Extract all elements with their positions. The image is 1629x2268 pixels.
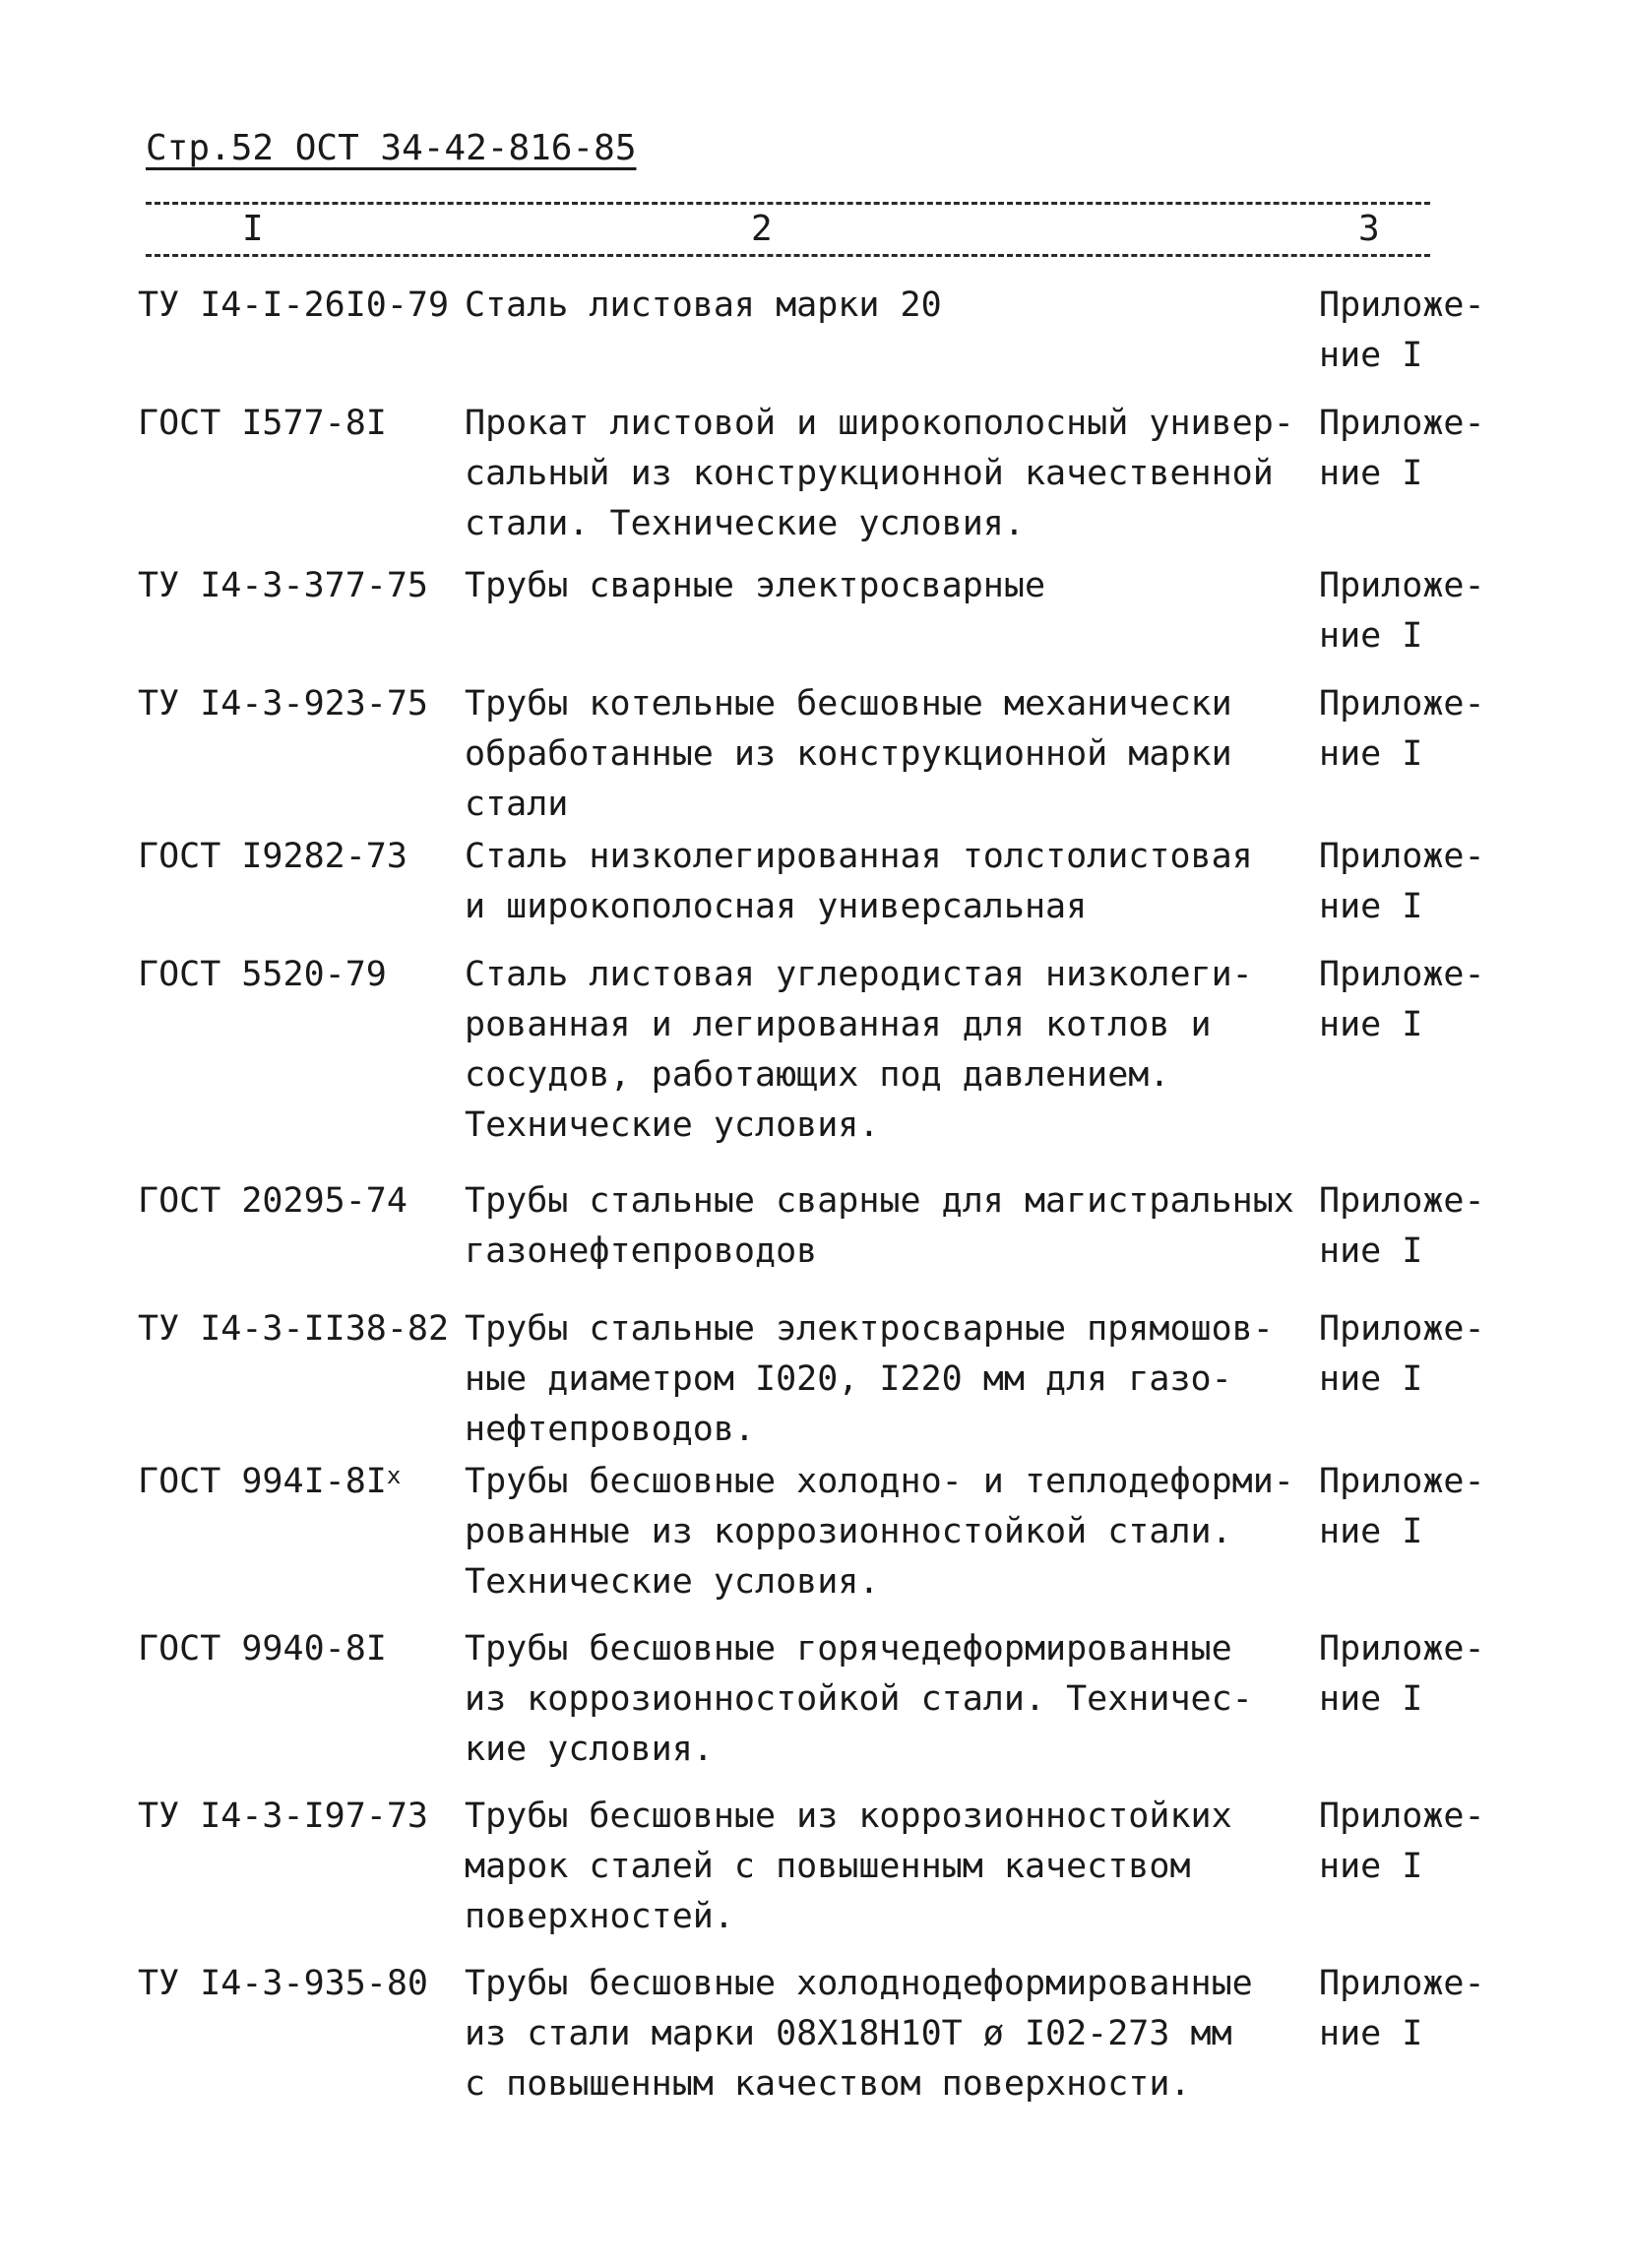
standard-code-superscript: x [386,1462,402,1489]
description-line: Прокат листовой и широкополосный универ- [465,404,1294,443]
appendix-reference [1319,561,1485,662]
appendix-reference [1319,950,1485,1050]
description-line: сосудов, работающих под давлением. [465,1055,1170,1095]
standard-code [138,561,428,611]
standard-description [465,832,1400,932]
standard-description [465,281,1400,331]
column-number-1: I [242,209,264,249]
description-line: Сталь низколегированная толстолистовая [465,837,1253,876]
standard-code [138,1792,428,1842]
standard-code-text: ГОСТ 9940-8I [138,1629,387,1669]
appendix-reference-line: ние I [1319,2014,1423,2053]
appendix-reference [1319,281,1485,381]
standard-code-text: ТУ I4-3-377-75 [138,566,429,605]
description-line: Сталь листовая марки 20 [465,285,942,325]
column-number-3: 3 [1358,209,1380,249]
appendix-reference-line: Приложе- [1319,837,1485,876]
standard-description [465,1457,1400,1607]
appendix-reference-line: ние I [1319,1231,1423,1271]
standard-code-text: ГОСТ 20295-74 [138,1181,407,1221]
standard-code-text: ТУ I4-3-II38-82 [138,1309,450,1349]
standard-description [465,399,1400,549]
description-line: рованная и легированная для котлов и [465,1005,1212,1044]
standard-code [138,399,387,449]
description-line: Трубы стальные электросварные прямошов- [465,1309,1274,1349]
description-line: сальный из конструкционной качественной [465,454,1274,493]
description-line: Трубы бесшовные из коррозионностойких [465,1796,1232,1836]
appendix-reference-line: ние I [1319,336,1423,375]
appendix-reference [1319,1176,1485,1277]
standard-description [465,679,1400,830]
standard-code-text: ТУ I4-3-I97-73 [138,1796,429,1836]
appendix-reference-line: ние I [1319,1512,1423,1551]
description-line: Трубы стальные сварные для магистральных [465,1181,1294,1221]
description-line: нефтепроводов. [465,1410,756,1449]
appendix-reference-line: ние I [1319,1005,1423,1044]
standard-code-text: ГОСТ 994I-8I [138,1462,387,1501]
standard-description [465,561,1400,611]
standard-description [465,1304,1400,1455]
appendix-reference-line: Приложе- [1319,285,1485,325]
appendix-reference [1319,1959,1485,2059]
description-line: Технические условия. [465,1562,880,1602]
standard-code [138,1304,449,1354]
standard-code-text: ГОСТ I9282-73 [138,837,407,876]
standard-code [138,281,449,331]
description-line: ные диаметром I020, I220 мм для газо- [465,1359,1232,1399]
description-line: обработанные из конструкционной марки [465,734,1232,774]
description-line: и широкополосная универсальная [465,887,1088,926]
standard-code [138,1176,407,1227]
description-line: газонефтепроводов [465,1231,818,1271]
description-line: Технические условия. [465,1105,880,1145]
standard-code-text: ТУ I4-3-935-80 [138,1964,429,2003]
appendix-reference [1319,1304,1485,1405]
table-header-rule [146,254,1430,257]
description-line: Сталь листовая углеродистая низколеги- [465,955,1253,994]
description-line: рованные из коррозионностойкой стали. [465,1512,1232,1551]
description-line: из коррозионностойкой стали. Техничес- [465,1679,1253,1719]
appendix-reference-line: Приложе- [1319,684,1485,724]
standard-code-text: ТУ I4-3-923-75 [138,684,429,724]
description-line: стали. Технические условия. [465,504,1025,543]
standard-description [465,1792,1400,1942]
description-line: Трубы сварные электросварные [465,566,1046,605]
appendix-reference-line: Приложе- [1319,404,1485,443]
appendix-reference-line: Приложе- [1319,1181,1485,1221]
appendix-reference-line: Приложе- [1319,1629,1485,1669]
description-line: Трубы бесшовные холоднодеформированные [465,1964,1253,2003]
standard-code [138,950,387,1000]
standard-code-text: ТУ I4-I-26I0-79 [138,285,450,325]
appendix-reference-line: ние I [1319,616,1423,656]
standard-code [138,1624,387,1674]
standard-code-text: ГОСТ I577-8I [138,404,387,443]
page-header: Стр.52 ОСТ 34-42-816-85 [146,128,637,168]
standard-description [465,1959,1400,2110]
description-line: поверхностей. [465,1897,734,1936]
appendix-reference-line: Приложе- [1319,1462,1485,1501]
column-number-2: 2 [751,209,773,249]
standard-code [138,679,428,729]
appendix-reference-line: ние I [1319,1679,1423,1719]
appendix-reference-line: Приложе- [1319,1796,1485,1836]
appendix-reference [1319,399,1485,499]
appendix-reference-line: ние I [1319,1359,1423,1399]
description-line: Трубы бесшовные горячедеформированные [465,1629,1232,1669]
description-line: с повышенным качеством поверхности. [465,2064,1191,2104]
appendix-reference [1319,832,1485,932]
standard-code [138,1959,428,2009]
standard-code [138,1457,401,1507]
standard-description [465,1624,1400,1775]
appendix-reference [1319,679,1485,780]
appendix-reference [1319,1457,1485,1557]
standard-code-text: ГОСТ 5520-79 [138,955,387,994]
description-line: из стали марки 08Х18Н10Т ø I02-273 мм [465,2014,1232,2053]
description-line: Трубы бесшовные холодно- и теплодеформи- [465,1462,1294,1501]
description-line: кие условия. [465,1730,714,1769]
appendix-reference [1319,1624,1485,1725]
description-line: марок сталей с повышенным качеством [465,1847,1191,1886]
appendix-reference-line: Приложе- [1319,566,1485,605]
standard-description [465,1176,1400,1277]
standard-description [465,950,1400,1151]
appendix-reference [1319,1792,1485,1892]
description-line: Трубы котельные бесшовные механически [465,684,1232,724]
appendix-reference-line: Приложе- [1319,1964,1485,2003]
description-line: стали [465,785,569,824]
table-top-rule [146,202,1430,205]
standard-code [138,832,407,882]
appendix-reference-line: Приложе- [1319,1309,1485,1349]
appendix-reference-line: Приложе- [1319,955,1485,994]
column-numbers [146,209,1430,258]
appendix-reference-line: ние I [1319,454,1423,493]
appendix-reference-line: ние I [1319,887,1423,926]
appendix-reference-line: ние I [1319,1847,1423,1886]
appendix-reference-line: ние I [1319,734,1423,774]
